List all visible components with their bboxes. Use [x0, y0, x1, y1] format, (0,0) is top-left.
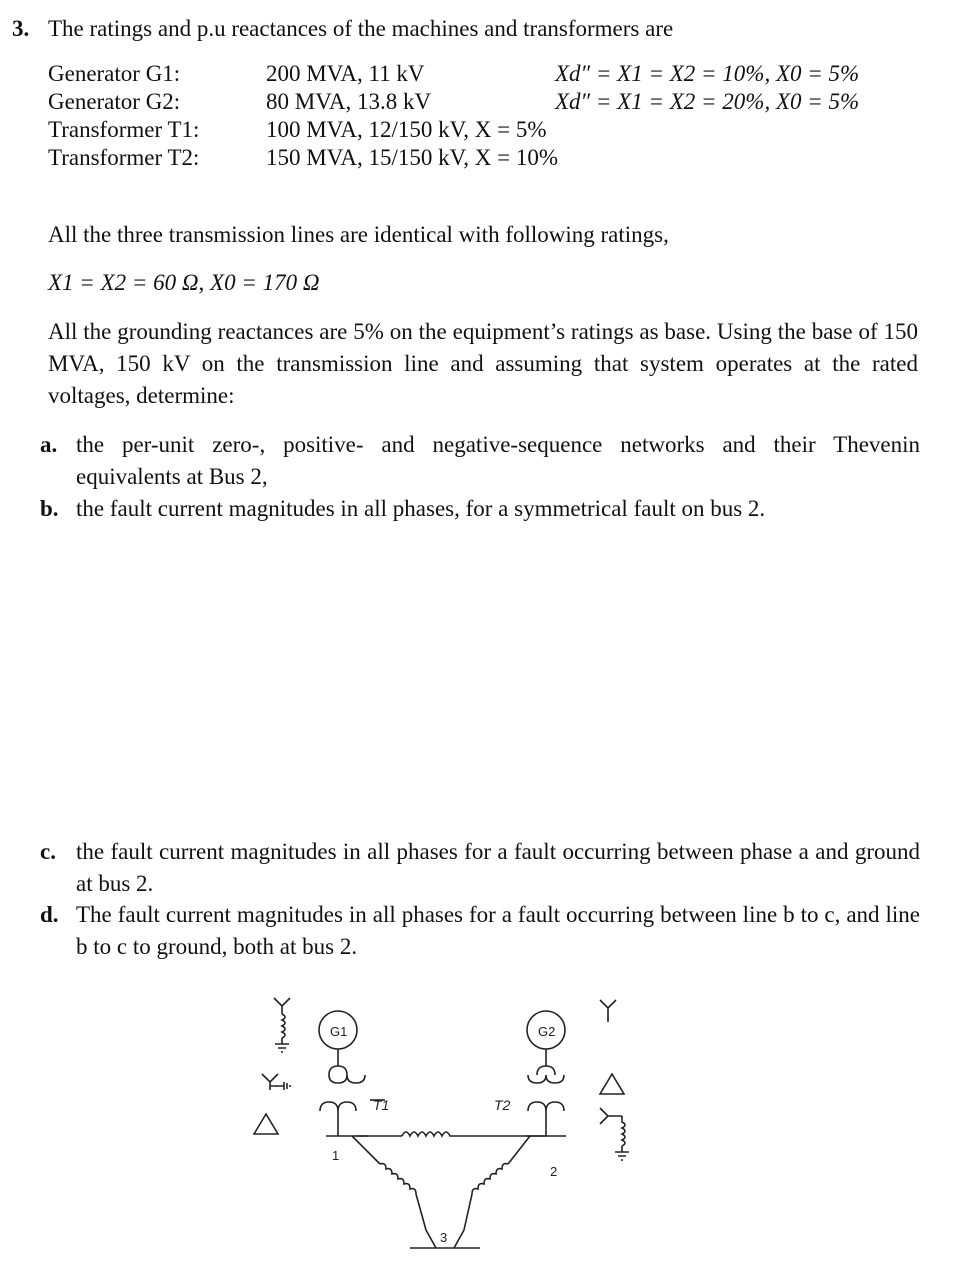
bus-2-label: 2	[550, 1164, 558, 1179]
t1-wye-grounded-symbol	[262, 1074, 290, 1090]
question-number: 3.	[12, 16, 30, 41]
t1-label: T1	[373, 1097, 390, 1113]
g1-wye-grounded-symbol	[274, 998, 290, 1052]
bus-1-label: 1	[332, 1148, 340, 1163]
line-params: X1 = X2 = 60 Ω, X0 = 170 Ω	[48, 270, 320, 295]
part-c-label: c.	[40, 839, 56, 864]
part-a-label: a.	[40, 432, 58, 457]
t2-wye-grounded-symbol	[600, 1108, 629, 1160]
equipment-name-g2: Generator G2:	[48, 89, 181, 114]
bus-3-label: 3	[440, 1230, 448, 1245]
part-d-label: d.	[40, 902, 59, 927]
part-b-text: the fault current magnitudes in all phases, for a symmetrical fault on bus 2.	[76, 496, 766, 521]
equipment-name-g1: Generator G1:	[48, 61, 181, 86]
t2-delta-symbol	[600, 1074, 624, 1094]
t1-delta-symbol	[254, 1114, 278, 1134]
part-d-text: The fault current magnitudes in all phases for a fault occurring between line b to c, and line b to c to ground, both at bus 2.	[76, 902, 920, 959]
equipment-name-t1: Transformer T1:	[48, 117, 200, 142]
grounding-text: All the grounding reactances are 5% on the equipment’s ratings as base. Using the base of 150 MVA, 150 kV on the transmission line and assuming that system operates at the rated voltages, determine:	[48, 319, 918, 408]
part-c	[40, 836, 920, 900]
part-a-text: the per-unit zero-, positive- and negative-sequence networks and their Thevenin equivalents at Bus 2,	[76, 432, 920, 489]
one-line-diagram	[240, 990, 660, 1265]
t2-label: T2	[494, 1097, 511, 1113]
lines-text: All the three transmission lines are identical with following ratings,	[48, 222, 669, 247]
part-c-text: the fault current magnitudes in all phases for a fault occurring between phase a and ground at bus 2.	[76, 839, 920, 896]
equipment-params-g1: Xd″ = X1 = X2 = 10%, X0 = 5%	[555, 61, 860, 86]
equipment-params-g2: Xd″ = X1 = X2 = 20%, X0 = 5%	[555, 89, 860, 114]
part-b-label: b.	[40, 496, 59, 521]
equipment-rating-g1: 200 MVA, 11 kV	[266, 61, 425, 86]
question-intro: The ratings and p.u reactances of the machines and transformers are	[48, 16, 674, 41]
g2-label: G2	[538, 1024, 556, 1039]
part-a	[40, 429, 920, 493]
line-2-3	[464, 1164, 508, 1230]
part-b	[40, 493, 920, 525]
part-d	[40, 899, 920, 963]
equipment-name-t2: Transformer T2:	[48, 145, 200, 170]
equipment-rating-t2: 150 MVA, 15/150 kV, X = 10%	[266, 145, 558, 170]
g2-wye-symbol	[600, 1000, 616, 1022]
line-1-2	[402, 1132, 546, 1136]
equipment-rating-t1: 100 MVA, 12/150 kV, X = 5%	[266, 117, 547, 142]
equipment-rating-g2: 80 MVA, 13.8 kV	[266, 89, 432, 114]
line-1-3	[380, 1164, 426, 1230]
g1-label: G1	[330, 1024, 348, 1039]
